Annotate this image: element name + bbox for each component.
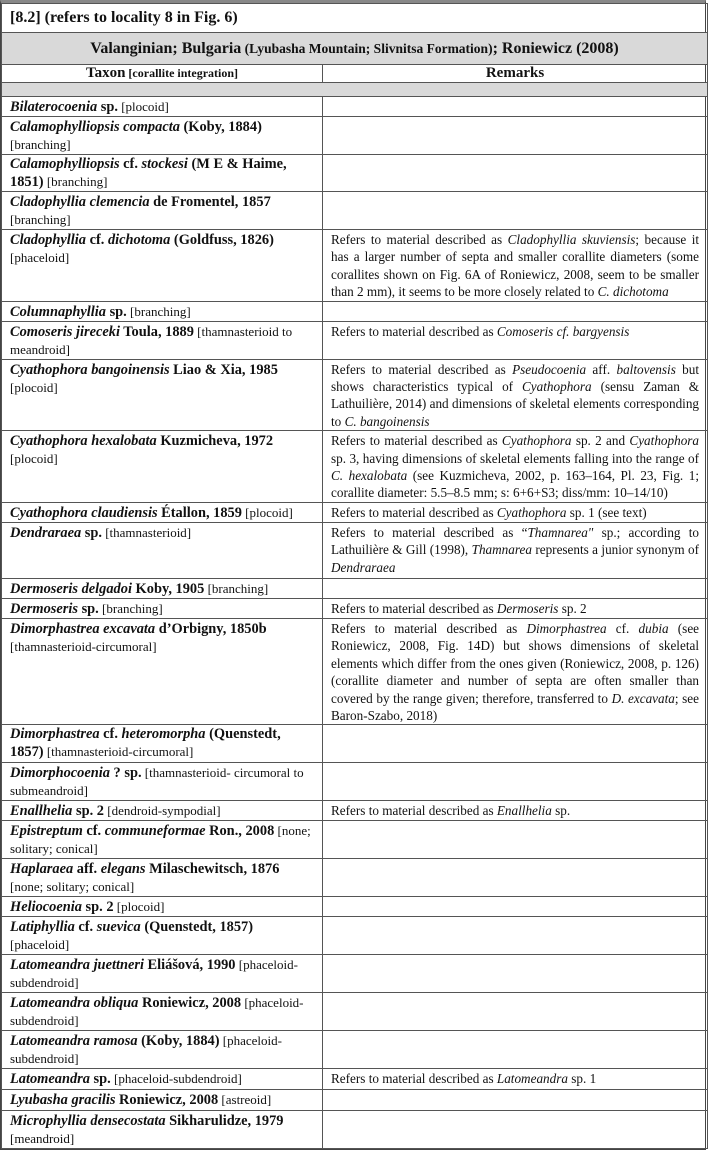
column-header-taxon-sublabel: [corallite integration] (125, 66, 239, 80)
remarks-cell (323, 1069, 708, 1090)
taxon-author: sp. (97, 99, 118, 115)
locality-label: [8.2] (refers to locality 8 in Fig. 6) (2, 4, 708, 33)
corallite-integration: [branching] (43, 174, 108, 189)
remark-text: sp. 2 (558, 600, 587, 616)
taxon-species: excavata (103, 620, 156, 637)
remark-text: Refers to material described as (331, 803, 497, 819)
taxon-species: densecostata (90, 1113, 166, 1130)
remarks-cell (323, 1031, 708, 1069)
remark-taxon-name: Enallhelia (496, 803, 552, 819)
taxon-cell (2, 321, 323, 359)
title-place: (Lyubasha Mountain; Slivnitsa Formation) (241, 40, 493, 56)
taxon-cell (2, 522, 323, 578)
taxon-genus: Dimorphastrea (10, 620, 100, 637)
corallite-integration: [thamnasterioid-circumoral] (43, 744, 194, 760)
remarks-cell (323, 725, 708, 763)
remark-text: Refers to material described as (331, 323, 497, 339)
taxon-cell (2, 359, 323, 431)
taxon-genus: Latomeandra (10, 995, 90, 1012)
taxon-genus: Latomeandra (10, 957, 90, 974)
remark-taxon-name: Latomeandra (496, 1071, 568, 1087)
taxon-cell (2, 897, 323, 917)
remark-taxon-name: Cladophyllia skuviensis (507, 232, 636, 247)
remarks-cell (323, 1111, 708, 1149)
column-header-taxon (2, 65, 323, 83)
taxon-species: ramosa (93, 1033, 138, 1050)
taxon-cell (2, 301, 323, 321)
taxon-author: (Goldfuss, 1826) (170, 232, 274, 248)
corallite-integration: [none; solitary; conical] (10, 879, 135, 895)
remarks-cell (323, 763, 708, 801)
taxon-genus: Lyubasha (10, 1092, 68, 1109)
remarks-cell (323, 301, 708, 321)
taxon-species: communeformae (104, 823, 206, 840)
table-row (2, 598, 708, 618)
taxon-author: Koby, 1905 (131, 580, 205, 597)
taxon-author: ? sp. (109, 765, 142, 782)
taxon-cell (2, 725, 323, 763)
taxon-author: Milaschewitsch, 1876 (145, 861, 280, 878)
remarks-cell (323, 618, 708, 724)
taxon-author: (Koby, 1884) (179, 119, 262, 135)
taxon-genus: Latiphyllia (10, 919, 75, 936)
corallite-integration: [branching] (10, 212, 71, 227)
corallite-integration: [plocoid] (241, 504, 293, 520)
table-row (2, 725, 708, 763)
taxon-cell (2, 763, 323, 801)
taxon-genus: Dermoseris (10, 600, 78, 617)
taxon-cell (2, 598, 323, 618)
table-row (2, 155, 708, 192)
remark-text: (see Roniewicz, 2008, Fig. 14D) but shows dimensions of skeletal elements which differ from the ones given (Roniewicz, 2008, p. 126) (corallite diameter and number of septa are often smaller than covered by the range given; therefore, transferred to (331, 620, 700, 706)
corallite-integration: [thamnasterioid- circumoral to submeandroid] (10, 765, 304, 799)
remarks-cell (323, 917, 708, 955)
taxon-cell (2, 1069, 323, 1090)
remark-taxon-name: Comoseris cf. bargyensis (496, 323, 630, 339)
corallite-integration: [phaceloid-subdendroid] (10, 957, 298, 991)
taxon-author: (Quenstedt, 1857) (140, 919, 254, 936)
taxon-genus: Heliocoenia (10, 899, 82, 916)
corallite-integration: [phaceloid] (10, 937, 70, 953)
corallite-integration: [phaceloid-subdendroid] (10, 995, 304, 1029)
remark-taxon-name: Cyathophora (522, 379, 592, 395)
taxon-species: elegans (100, 861, 146, 878)
taxon-author: (M E & Haime, 1851) (10, 156, 287, 190)
taxon-qualifier: cf. (119, 156, 142, 172)
taxon-genus: Cladophyllia (10, 232, 86, 248)
corallite-integration: [thamnasterioid] (101, 524, 192, 540)
table-row (2, 993, 708, 1031)
table-row (2, 821, 708, 859)
remark-text: sp. 3, having dimensions of skeletal elements falling into the range of (331, 450, 700, 466)
table-row (2, 578, 708, 598)
taxon-cell (2, 230, 323, 302)
corallite-integration: [plocoid] (113, 899, 165, 915)
remark-taxon-name: dubia (638, 620, 669, 636)
taxon-author: Étallon, 1859 (157, 504, 242, 521)
taxon-cell (2, 993, 323, 1031)
taxon-genus: Calamophylliopsis (10, 156, 120, 172)
taxon-qualifier: cf. (85, 232, 108, 248)
table-row (2, 97, 708, 117)
spacer-row (2, 83, 708, 97)
taxon-species: juettneri (93, 957, 144, 974)
taxon-author: sp. 2 (72, 803, 104, 820)
column-header-row (2, 65, 708, 83)
remarks-cell (323, 155, 708, 192)
corallite-integration: [thamnasterioid-circumoral] (10, 638, 157, 654)
remark-text: aff. (586, 361, 617, 377)
taxon-cell (2, 431, 323, 503)
taxon-genus: Latomeandra (10, 1071, 90, 1088)
taxon-author: Liao & Xia, 1985 (169, 361, 278, 378)
taxon-species: dichotoma (107, 232, 171, 248)
taxon-species: compacta (123, 119, 180, 135)
corallite-integration: [phaceloid] (10, 250, 70, 265)
remark-text: sp. 2 and (571, 433, 630, 449)
remarks-cell (323, 578, 708, 598)
corallite-integration: [phaceloid-subdendroid] (10, 1033, 282, 1067)
remark-text: (see Kuzmicheva, 2002, p. 163–164, Pl. 23, Fig. 1; corallite diameter: 5.5–8.5 mm; s: 6+6+S3; diss/mm: 10–14/10) (331, 468, 700, 501)
table-row (2, 955, 708, 993)
remark-taxon-name: Dermoseris (496, 600, 559, 616)
section-title-row (2, 33, 708, 65)
taxon-author: Eliášová, 1990 (143, 957, 236, 974)
remark-taxon-name: C. hexalobata (331, 468, 408, 484)
title-source: ; Roniewicz (2008) (492, 39, 619, 57)
table-row (2, 897, 708, 917)
table-row (2, 801, 708, 821)
table-row (2, 117, 708, 155)
column-header-taxon-label: Taxon (85, 65, 126, 81)
remark-taxon-name: Dimorphastrea (526, 620, 607, 636)
remark-text: sp. 1 (see text) (566, 504, 647, 520)
remark-text: cf. (606, 620, 639, 636)
taxon-cell (2, 1090, 323, 1111)
remark-taxon-name: D. excavata (611, 690, 675, 706)
remark-text: Refers to material described as (331, 433, 502, 449)
corallite-integration: [branching] (126, 303, 191, 319)
remark-text: Refers to material described as (331, 232, 508, 247)
remarks-cell (323, 522, 708, 578)
taxon-genus: Dendraraea (10, 524, 82, 541)
taxon-species: obliqua (93, 995, 139, 1012)
taxon-species: stockesi (141, 156, 188, 172)
table-row (2, 431, 708, 503)
remarks-cell (323, 598, 708, 618)
taxon-author: sp. (77, 600, 99, 617)
remark-taxon-name: Thamnarea (471, 542, 532, 558)
taxon-species: bangoinensis (91, 361, 170, 378)
corallite-integration: [branching] (10, 137, 71, 152)
remarks-cell (323, 1090, 708, 1111)
remark-text: Refers to material described as (331, 620, 527, 636)
taxon-qualifier: cf. (74, 919, 97, 936)
table-row (2, 230, 708, 302)
taxon-species: jireceki (75, 323, 120, 340)
remarks-cell (323, 321, 708, 359)
corallite-integration: [plocoid] (10, 379, 58, 395)
remark-text: sp. 1 (567, 1071, 597, 1087)
remark-text: (sensu Zaman & Lathuilière, 2014) and dimensions of skeletal elements corresponding to (331, 379, 700, 429)
corallite-integration: [plocoid] (117, 99, 169, 114)
remarks-cell (323, 192, 708, 230)
corallite-integration: [dendroid-sympodial] (103, 803, 221, 819)
taxon-author: Roniewicz, 2008 (115, 1092, 219, 1109)
taxon-genus: Columnaphyllia (10, 303, 106, 320)
taxon-species: hexalobata (91, 433, 157, 450)
taxon-genus: Dimorphocoenia (10, 765, 110, 782)
table-row (2, 618, 708, 724)
remark-taxon-name: Cyathophora (629, 433, 700, 449)
taxon-author: Roniewicz, 2008 (138, 995, 242, 1012)
taxon-cell (2, 801, 323, 821)
taxon-species: claudiensis (91, 504, 158, 521)
remark-text: Refers to material described as “ (331, 524, 528, 540)
remark-text: but shows characteristics typical of (331, 361, 700, 395)
taxon-genus: Cladophyllia (10, 194, 86, 210)
corallite-integration: [plocoid] (10, 451, 58, 467)
table-row (2, 1090, 708, 1111)
remark-taxon-name: Cyathophora (496, 504, 567, 520)
taxon-author: sp. (81, 524, 102, 541)
title-age-country: Valanginian; Bulgaria (90, 39, 242, 57)
remark-text: Refers to material described as (331, 504, 497, 520)
remark-text: Refers to material described as (331, 1071, 497, 1087)
taxon-author: sp. (89, 1071, 111, 1088)
table-row (2, 192, 708, 230)
taxon-cell (2, 859, 323, 897)
taxon-genus: Haplaraea (10, 861, 74, 878)
taxon-cell (2, 618, 323, 724)
corallite-integration: [none; solitary; conical] (10, 823, 311, 857)
remarks-cell (323, 859, 708, 897)
remark-text: ; see Baron-Szabo, 2018) (331, 690, 700, 723)
remark-text: Refers to material described as (331, 600, 497, 616)
corallite-integration: [thamnasterioid to meandroid] (10, 323, 293, 357)
taxon-cell (2, 1111, 323, 1149)
corallite-integration: [branching] (98, 600, 163, 616)
taxon-genus: Microphyllia (10, 1113, 87, 1130)
table-row (2, 1069, 708, 1090)
remark-text: Refers to material described as (331, 361, 513, 377)
remarks-cell (323, 821, 708, 859)
table-row (2, 1111, 708, 1149)
taxon-genus: Dimorphastrea (10, 726, 100, 743)
remark-taxon-name: Pseudocoenia (512, 361, 587, 377)
taxon-genus: Epistreptum (10, 823, 83, 840)
taxon-author: de Fromentel, 1857 (149, 194, 271, 210)
remarks-cell (323, 502, 708, 522)
remark-text: represents a junior synonym of (531, 542, 700, 558)
taxon-cell (2, 117, 323, 155)
remarks-cell (323, 97, 708, 117)
taxon-genus: Bilaterocoenia (10, 99, 98, 115)
taxon-author: (Quenstedt, 1857) (10, 726, 281, 761)
taxon-genus: Comoseris (10, 323, 73, 340)
taxon-author: Toula, 1889 (119, 323, 194, 340)
remark-text: sp. (551, 803, 571, 819)
taxon-qualifier: cf. (82, 823, 105, 840)
remark-text: ; because it has a larger number of septa and smaller corallite diameters (some corallites shown on Fig. 6A of Roniewicz, 2008, seem to be smaller than 2 mm), it seems to be more closely related to (331, 232, 700, 300)
remarks-cell (323, 359, 708, 431)
table-row (2, 301, 708, 321)
column-header-remarks: Remarks (323, 65, 708, 83)
taxon-genus: Cyathophora (10, 504, 88, 521)
table-row (2, 917, 708, 955)
corallite-integration: [phaceloid-subdendroid] (110, 1071, 242, 1087)
taxon-cell (2, 955, 323, 993)
taxon-table (1, 3, 708, 1149)
table-row (2, 359, 708, 431)
table-row (2, 859, 708, 897)
taxon-genus: Cyathophora (10, 433, 88, 450)
taxon-cell (2, 97, 323, 117)
corallite-integration: [meandroid] (10, 1131, 75, 1147)
taxon-species: heteromorpha (121, 726, 206, 743)
remark-taxon-name: C. bangoinensis (344, 413, 430, 429)
remark-taxon-name: C. dichotoma (597, 284, 669, 300)
taxon-qualifier: aff. (73, 861, 101, 878)
remark-taxon-name: baltovensis (616, 361, 676, 377)
remarks-cell (323, 230, 708, 302)
taxon-author: Sikharulidze, 1979 (165, 1113, 284, 1130)
section-title (2, 33, 708, 65)
taxon-cell (2, 1031, 323, 1069)
table-row (2, 1031, 708, 1069)
corallite-integration: [astreoid] (218, 1092, 272, 1108)
taxon-author: Ron., 2008 (205, 823, 275, 840)
locality-row (2, 4, 708, 33)
taxon-species: suevica (96, 919, 141, 936)
table-row (2, 763, 708, 801)
taxon-species: clemencia (89, 194, 150, 210)
table-row (2, 502, 708, 522)
taxon-author: d’Orbigny, 1850b (155, 620, 267, 637)
taxon-species: delgadoi (81, 580, 132, 597)
taxon-cell (2, 192, 323, 230)
taxon-cell (2, 917, 323, 955)
remark-taxon-name: Dendraraea (331, 559, 396, 575)
remarks-cell (323, 955, 708, 993)
remarks-cell (323, 801, 708, 821)
corallite-integration: [branching] (204, 580, 269, 596)
remark-taxon-name: Cyathophora (501, 433, 572, 449)
remarks-cell (323, 431, 708, 503)
taxon-cell (2, 821, 323, 859)
taxon-cell (2, 578, 323, 598)
spacer-cell (2, 83, 708, 97)
taxon-qualifier: cf. (99, 726, 122, 743)
remarks-cell (323, 897, 708, 917)
table-row (2, 321, 708, 359)
taxon-author: Kuzmicheva, 1972 (156, 433, 274, 450)
table-row (2, 522, 708, 578)
taxon-genus: Enallhelia (10, 803, 73, 820)
remark-taxon-name: Thamnarea" (527, 524, 594, 540)
taxon-genus: Cyathophora (10, 361, 88, 378)
taxon-species: gracilis (71, 1092, 116, 1109)
taxon-cell (2, 502, 323, 522)
taxon-genus: Dermoseris (10, 580, 78, 597)
taxon-genus: Calamophylliopsis (10, 119, 120, 135)
remarks-cell (323, 117, 708, 155)
taxon-author: (Koby, 1884) (137, 1033, 220, 1050)
remark-text: sp.; according to Lathuilière & Gill (1998), (331, 524, 700, 558)
taxon-cell (2, 155, 323, 192)
remarks-cell (323, 993, 708, 1031)
taxon-author: sp. (105, 303, 127, 320)
taxon-author: sp. 2 (81, 899, 114, 916)
taxon-genus: Latomeandra (10, 1033, 90, 1050)
